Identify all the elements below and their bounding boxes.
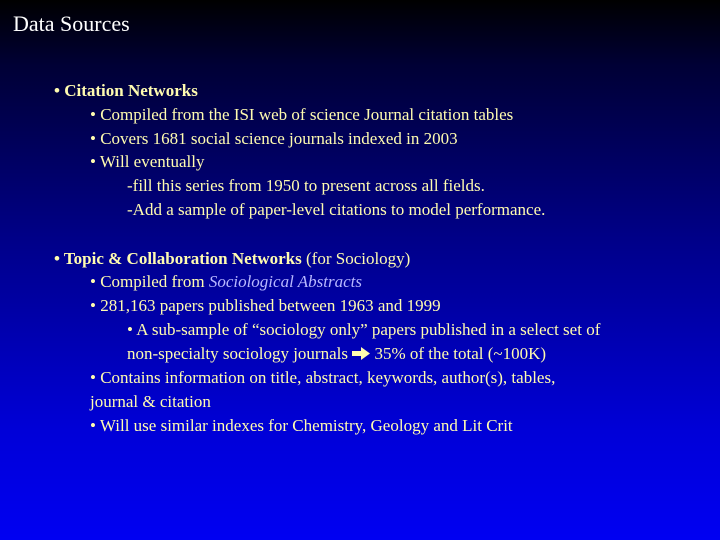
bullet-compiled-isi: • Compiled from the ISI web of science Journal citation tables [90,105,514,124]
section-heading-topic-title: • Topic & Collaboration Networks [54,249,302,268]
bullet-compiled-prefix: • Compiled from [90,272,209,291]
bullet-contains-info-line1: • Contains information on title, abstract, keywords, author(s), tables, [90,368,556,387]
right-arrow-icon [352,347,370,360]
section-heading-topic [54,247,410,271]
slide-title: Data Sources [13,11,130,36]
subsample-line2-prefix: non-specialty sociology journals [127,344,353,363]
subsample-line2-suffix: 35% of the total (~100K) [370,344,547,363]
bullet-will-eventually: • Will eventually [90,152,205,171]
subitem-fill-series: -fill this series from 1950 to present across all fields. [127,176,485,195]
source-name-sociological-abstracts: Sociological Abstracts [208,272,362,291]
bullet-compiled-sociological [90,270,362,294]
subitem-subsample-line1: • A sub-sample of “sociology only” papers published in a select set of [127,320,601,339]
subitem-subsample-line2 [127,342,546,366]
bullet-covers-journals: • Covers 1681 social science journals indexed in 2003 [90,129,458,148]
section-heading-citation: • Citation Networks [54,81,198,100]
bullet-similar-indexes: • Will use similar indexes for Chemistry, Geology and Lit Crit [90,416,513,435]
section-heading-topic-suffix: (for Sociology) [301,249,411,268]
bullet-contains-info-line2: journal & citation [90,392,211,411]
subitem-add-sample: -Add a sample of paper-level citations to model performance. [127,200,546,219]
bullet-papers-count: • 281,163 papers published between 1963 and 1999 [90,296,441,315]
